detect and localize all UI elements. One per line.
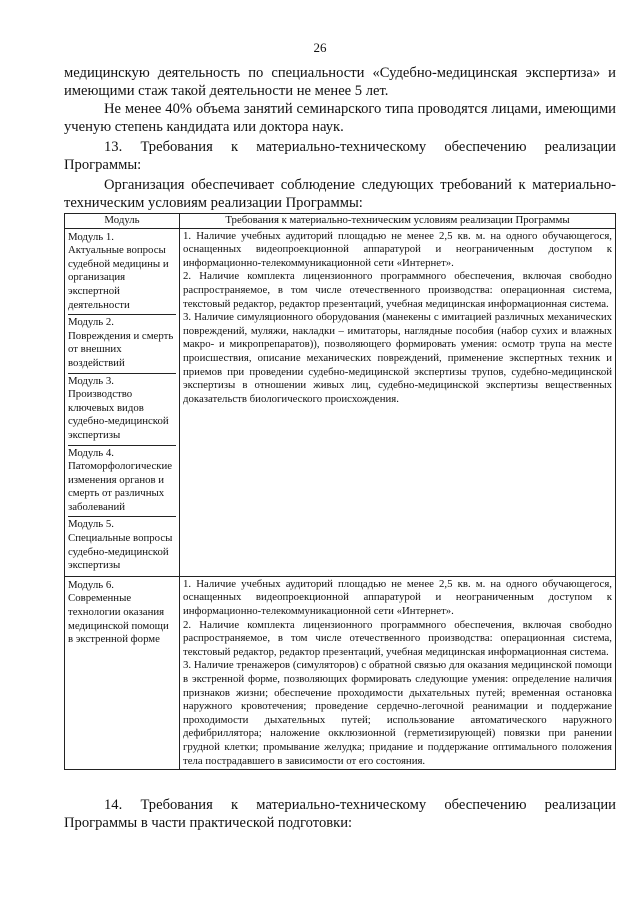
requirement-item: 3. Наличие симуляционного оборудования (манекены с имитацией различных механических повреждений, муляжи, накладки – имитаторы, наглядные пособия (набор сухих и влажных макро- и микропрепаратов)), позволяющего формировать умения: осмотр трупа на месте происшествия, описание механических повреждений, применение экспертных техник и приемов при проведении судебно-медицинской экспертизы трупов, судебно-медицинской экспертизы в отношении живых лиц, судебно-медицинской экспертизы вещественных доказательств биологического происхождения. (183, 311, 612, 405)
paragraph-seminar: Не менее 40% объема занятий семинарского типа проводятся лицами, имеющими ученую степень кандидата или доктора наук. (64, 101, 616, 135)
module-6 (68, 578, 176, 649)
module-5 (68, 517, 176, 574)
requirements-cell-module-6 (180, 576, 616, 769)
module-1-name: Актуальные вопросы судебной медицины и организация экспертной деятельности (68, 244, 169, 311)
table-row-modules-1-5 (65, 228, 616, 576)
table-header-row (65, 214, 616, 229)
section-13-heading: 13. Требования к материально-техническому обеспечению реализации Программы: (64, 139, 616, 173)
module-1-number: Модуль 1. (68, 230, 114, 243)
module-5-name: Специальные вопросы судебно-медицинской экспертизы (68, 532, 173, 572)
section-14-heading: 14. Требования к материально-техническому обеспечению реализации Программы в части практической подготовки: (64, 797, 616, 832)
document-body (64, 64, 616, 832)
module-6-number: Модуль 6. (68, 578, 114, 591)
requirement-item: 2. Наличие комплекта лицензионного программного обеспечения, включая свободно распространяемое, в том числе отечественного производства: операционная система, текстовый редактор, редактор презентаций, учебная медицинская информационная система. (183, 270, 612, 310)
page-number: 26 (313, 40, 327, 55)
module-2-number: Модуль 2. (68, 316, 114, 329)
module-4 (68, 446, 176, 518)
table-row-module-6 (65, 576, 616, 769)
module-4-name: Патоморфологические изменения органов и смерть от различных заболеваний (68, 460, 173, 513)
requirement-item: 1. Наличие учебных аудиторий площадью не менее 2,5 кв. м. на одного обучающегося, оснащенных видеопроекционной аппаратурой и неограниченным доступом к информационно-телекоммуникационной сети «Интернет». (183, 577, 612, 618)
modules-cell (65, 228, 180, 576)
module-6-name: Современные технологии оказания медицинской помощи в экстренной форме (68, 592, 169, 646)
requirement-item: 3. Наличие тренажеров (симуляторов) с обратной связью для оказания медицинской помощи в экстренной форме, позволяющих формировать следующие умения: определение наличия признаков жизни; обеспечение проходимости дыхательных путей; временная остановка наружного кровотечения; проведение сердечно-легочной реанимации и поддержание проходимости дыхательных путей; использование автоматического наружного дефибриллятора; наложение окклюзионной (герметизирующей) повязки при ранении грудной клетки; промывание желудка; придание и поддержание оптимального положения тела пострадавшего в зависимости от его состояния. (183, 659, 612, 767)
requirements-cell-modules-1-5 (180, 228, 616, 576)
header-module: Модуль (65, 214, 180, 229)
module-5-number: Модуль 5. (68, 518, 114, 531)
module-1 (68, 230, 176, 316)
requirement-item: 2. Наличие комплекта лицензионного программного обеспечения, включая свободно распространяемое, в том числе отечественного производства: операционная система, текстовый редактор, редактор презентаций, учебная медицинская информационная система. (183, 618, 612, 658)
module-3 (68, 374, 176, 446)
module-2 (68, 315, 176, 373)
section-13-intro: Организация обеспечивает соблюдение следующих требований к материально-техническим условиям реализации Программы: (64, 177, 616, 211)
requirement-item: 1. Наличие учебных аудиторий площадью не менее 2,5 кв. м. на одного обучающегося, оснащенных видеопроекционной аппаратурой и неограниченным доступом к информационно-телекоммуникационной сети «Интернет». (183, 229, 612, 269)
modules-cell (65, 576, 180, 769)
paragraph-continuation: медицинскую деятельность по специальности «Судебно-медицинская экспертиза» и имеющими стаж такой деятельности не менее 5 лет. (64, 65, 616, 99)
module-3-name: Производство ключевых видов судебно-медицинской экспертизы (68, 388, 169, 441)
module-2-name: Повреждения и смерть от внешних воздействий (68, 329, 174, 369)
header-requirements: Требования к материально-техническим условиям реализации Программы (180, 214, 616, 229)
module-4-number: Модуль 4. (68, 446, 114, 459)
module-3-number: Модуль 3. (68, 374, 114, 387)
requirements-table (64, 213, 616, 770)
